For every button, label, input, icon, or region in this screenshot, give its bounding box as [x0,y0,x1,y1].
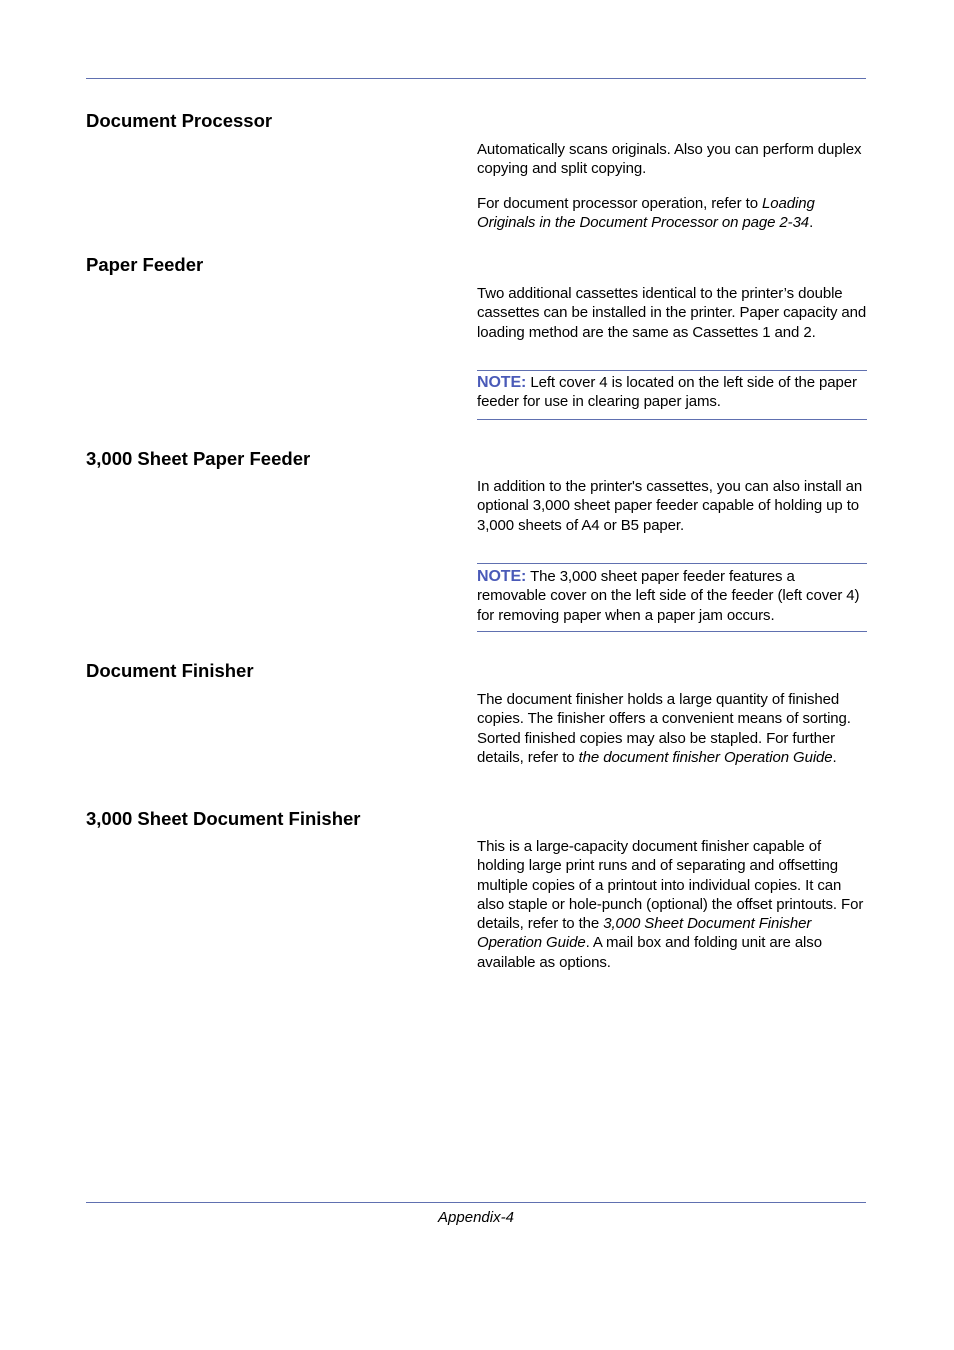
note-text [477,567,867,625]
section-heading-paper-feeder: Paper Feeder [86,254,204,275]
document-finisher-description [477,690,869,767]
reference-title: the document finisher Operation Guide [578,748,833,766]
document-processor-description: Automatically scans originals. Also you can perform duplex copying and split copying. [477,141,862,178]
reference-title: 3,000 Sheet Document Finisher Operation Guide [477,915,812,952]
note-body: Left cover 4 is located on the left side of the paper feeder for use in clearing paper jams. [477,374,857,411]
paper-feeder-note [477,370,867,420]
description-end: . [832,748,837,766]
document-processor-reference [477,194,869,233]
3000-sheet-paper-feeder-description: In addition to the printer's cassettes, you can also install an optional 3,000 sheet paper feeder capable of holding up to 3,000 sheets of A4 or B5 paper. [477,478,863,534]
reference-text: For document processor operation, refer to [477,195,763,212]
header-rule [86,78,866,79]
section-heading-3000-sheet-document-finisher: 3,000 Sheet Document Finisher [86,808,361,829]
description-text: The document finisher holds a large quantity of finished copies. The finisher offers a convenient means of sorting. Sorted finished copies may also be stapled. For further details, refer to [477,691,851,766]
note-label: NOTE: [477,374,527,391]
description-text: This is a large-capacity document finisher capable of holding large print runs and of separating and offsetting multiple copies of a printout into individual copies. It can also staple or hole-punch (optional) the offset printouts. For details, refer to the [477,838,864,933]
description-end: . A mail box and folding unit are also available as options. [477,934,822,971]
section-heading-3000-sheet-paper-feeder: 3,000 Sheet Paper Feeder [86,448,311,469]
reference-end: . [809,214,814,232]
3000-sheet-document-finisher-description [477,837,869,972]
reference-title: Loading Originals in the Document Processor on page 2-34 [477,195,815,232]
note-label: NOTE: [477,568,527,585]
3000-sheet-paper-feeder-note [477,563,867,632]
section-heading-document-processor: Document Processor [86,110,273,131]
footer-rule [86,1202,866,1203]
section-heading-document-finisher: Document Finisher [86,660,254,681]
note-body: The 3,000 sheet paper feeder features a removable cover on the left side of the feeder (left cover 4) for removing paper when a paper jam occurs. [477,568,860,624]
page-number: Appendix-4 [438,1209,514,1226]
note-text [477,373,867,412]
paper-feeder-description: Two additional cassettes identical to the printer’s double cassettes can be installed in the printer. Paper capacity and loading method are the same as Cassettes 1 and 2. [477,285,867,341]
